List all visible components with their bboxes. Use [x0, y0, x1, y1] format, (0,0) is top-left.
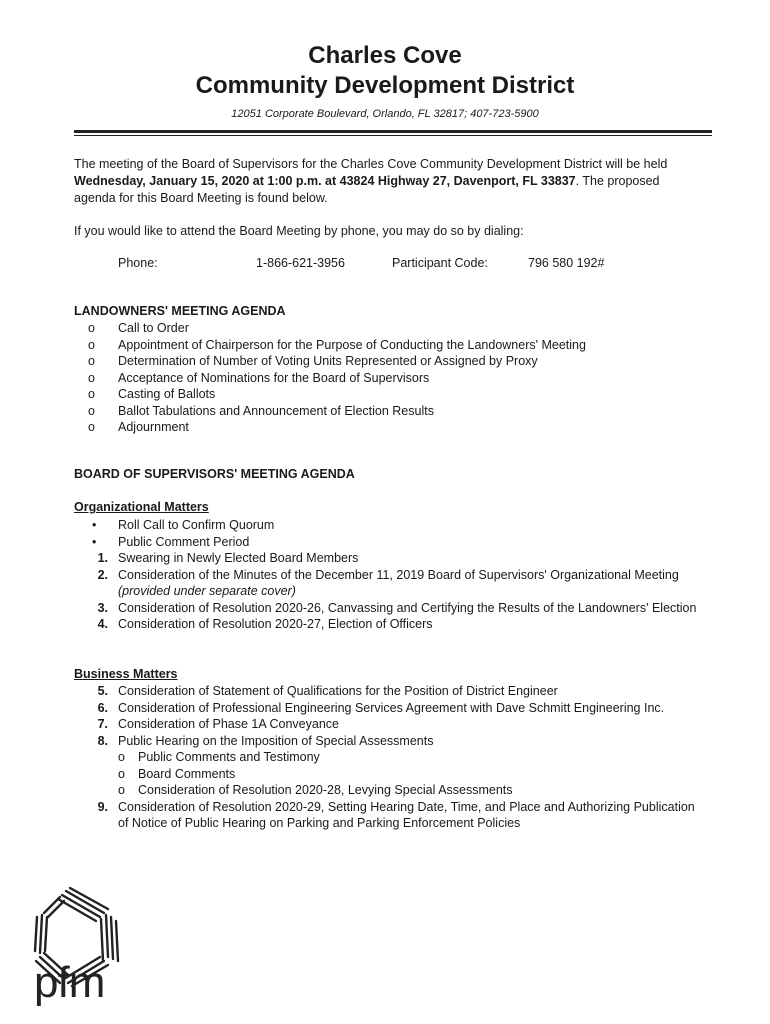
participant-code-label: Participant Code:: [392, 256, 488, 270]
list-item: [74, 799, 704, 832]
participant-code: 796 580 192#: [528, 256, 605, 270]
list-item: [74, 716, 704, 733]
agenda-item-text: Roll Call to Confirm Quorum: [118, 518, 275, 532]
agenda-item-text: Consideration of Statement of Qualifications for the Position of District Engineer: [118, 684, 558, 698]
agenda-item-text: Call to Order: [118, 321, 189, 335]
circle-bullet: o: [118, 783, 125, 797]
dot-bullet: •: [92, 518, 97, 532]
item-number: 2.: [97, 567, 108, 582]
list-item: [74, 370, 704, 387]
list-item: [74, 403, 704, 420]
list-item: [74, 517, 704, 534]
list-item: [74, 386, 704, 403]
agenda-item-text: Ballot Tabulations and Announcement of Election Results: [118, 403, 434, 418]
list-item: [74, 700, 704, 717]
landowners-heading: LANDOWNERS' MEETING AGENDA: [74, 304, 286, 318]
agenda-item-text: Consideration of Resolution 2020-29, Setting Hearing Date, Time, and Place and Authorizing Publication of Notice of Public Hearing on Parking and Parking Enforcement Policies: [118, 799, 695, 830]
organizational-matters-list: [74, 517, 704, 633]
list-subitem: [74, 782, 704, 799]
list-item: [74, 419, 704, 436]
district-address: 12051 Corporate Boulevard, Orlando, FL 32817; 407-723-5900: [231, 108, 539, 120]
list-subitem: [74, 749, 704, 766]
circle-bullet: o: [118, 766, 125, 781]
phone-intro: If you would like to attend the Board Meeting by phone, you may do so by dialing:: [74, 224, 524, 238]
agenda-item-text: Determination of Number of Voting Units Represented or Assigned by Proxy: [118, 354, 538, 368]
agenda-item-text: Casting of Ballots: [118, 387, 216, 401]
item-number: 9.: [97, 799, 108, 814]
dot-bullet: •: [92, 534, 97, 549]
item-number: 7.: [97, 717, 108, 731]
board-heading: BOARD OF SUPERVISORS' MEETING AGENDA: [74, 467, 355, 481]
agenda-item-text: Consideration of the Minutes of the December 11, 2019 Board of Supervisors' Organizational Meeting: [118, 567, 679, 582]
organizational-matters-heading: Organizational Matters: [74, 500, 209, 514]
agenda-subitem-text: Consideration of Resolution 2020-28, Levying Special Assessments: [138, 783, 513, 797]
district-title-line2: Community Development District: [195, 72, 575, 99]
intro-text-b: . The proposed agenda for this Board Meeting is found below.: [74, 174, 660, 205]
intro-text-a: The meeting of the Board of Supervisors for the Charles Cove Community Development District will be held: [74, 157, 668, 171]
item-number: 1.: [97, 551, 108, 565]
agenda-item-text: Public Hearing on the Imposition of Special Assessments: [118, 733, 434, 748]
circle-bullet: o: [88, 387, 95, 401]
agenda-item-text: Adjournment: [118, 420, 189, 434]
header-rule-thin: [74, 135, 712, 136]
business-matters-heading: Business Matters: [74, 667, 178, 681]
list-item: [74, 337, 704, 354]
item-number: 8.: [97, 733, 108, 748]
circle-bullet: o: [88, 420, 95, 434]
list-item: [74, 600, 704, 617]
item-number: 4.: [97, 617, 108, 631]
circle-bullet: o: [88, 370, 95, 385]
list-subitem: [74, 766, 704, 783]
agenda-item-text: Public Comment Period: [118, 534, 250, 549]
landowners-agenda-list: [74, 320, 704, 436]
circle-bullet: o: [88, 354, 95, 368]
list-item: [74, 534, 704, 551]
circle-bullet: o: [88, 337, 95, 352]
list-item: [74, 320, 704, 337]
item-number: 3.: [97, 600, 108, 615]
agenda-subitem-text: Board Comments: [138, 766, 236, 781]
agenda-item-text: Consideration of Resolution 2020-26, Canvassing and Certifying the Results of the Landowners' Election: [118, 600, 697, 615]
phone-label: Phone:: [118, 256, 158, 270]
circle-bullet: o: [118, 750, 125, 764]
list-item: [74, 733, 704, 750]
business-matters-list: [74, 683, 704, 832]
header-rule-thick: [74, 130, 712, 133]
list-item: [74, 550, 704, 567]
circle-bullet: o: [88, 403, 95, 418]
phone-number: 1-866-621-3956: [256, 256, 345, 270]
pfm-logo-text: pfm: [34, 958, 105, 1007]
agenda-item-text: Consideration of Phase 1A Conveyance: [118, 717, 339, 731]
circle-bullet: o: [88, 321, 95, 335]
meeting-datetime-location: Wednesday, January 15, 2020 at 1:00 p.m. at 43824 Highway 27, Davenport, FL 33837: [74, 174, 576, 188]
item-number: 6.: [97, 700, 108, 715]
meeting-intro: [74, 156, 704, 207]
item-number: 5.: [97, 684, 108, 698]
agenda-subitem-text: Public Comments and Testimony: [138, 750, 320, 764]
agenda-item-text: Appointment of Chairperson for the Purpose of Conducting the Landowners' Meeting: [118, 337, 586, 352]
agenda-item-text: Consideration of Professional Engineering Services Agreement with Dave Schmitt Engineering Inc.: [118, 700, 665, 715]
list-item: [74, 353, 704, 370]
agenda-item-text: Swearing in Newly Elected Board Members: [118, 551, 359, 565]
agenda-item-text: Acceptance of Nominations for the Board of Supervisors: [118, 370, 430, 385]
list-item: [74, 683, 704, 700]
list-item: [74, 616, 704, 633]
list-item: [74, 567, 704, 600]
agenda-item-text: Consideration of Resolution 2020-27, Election of Officers: [118, 617, 433, 631]
separate-cover-note: (provided under separate cover): [118, 584, 296, 598]
district-title-line1: Charles Cove: [308, 42, 462, 69]
